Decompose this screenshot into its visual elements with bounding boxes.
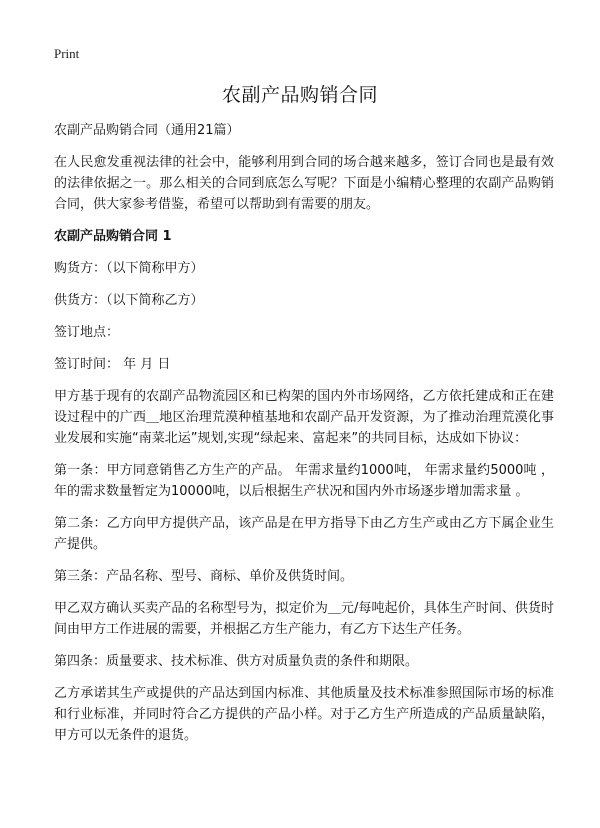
sign-time-line: 签订时间： 年 月 日 [54,357,171,372]
intro-paragraph: 在人民愈发重视法律的社会中，能够利用到合同的场合越来越多，签订合同也是最有效的法律依据之一。那么相关的合同到底怎么写呢？下面是小编精心整理的农副产品购销合同，供大家参考借鉴，希望可以帮助到有需要的朋友。 [54,155,554,212]
article-1: 第一条：甲方同意销售乙方生产的产品。 年需求量约1000吨， 年需求量约5000吨 ， 年的需求数量暂定为10000吨，以后根据生产状况和国内外市场逐步增加需求量 。 [54,463,554,499]
section-heading: 农副产品购销合同 1 [54,229,172,244]
print-link[interactable]: Print [54,46,80,61]
page-title: 农副产品购销合同 [221,84,378,106]
document-body [54,120,554,757]
preamble-paragraph: 甲方基于现有的农副产品物流园区和已构架的国内外市场网络，乙方依托建成和正在建设过程中的广西＿地区治理荒漠种植基地和农副产品开发资源，为了推动治理荒漠化事业发展和实施“南菜北运”规划,实现“绿起来、富起来”的共同目标，达成如下协议： [54,389,554,446]
article-4: 第四条：质量要求、技术标准、供方对质量负责的条件和期限。 [54,654,419,669]
sign-place-line: 签订地点： [54,325,120,340]
article-3: 第三条：产品名称、型号、商标、单价及供货时间。 [54,569,354,584]
document-subtitle: 农副产品购销合同（通用21篇） [54,123,240,138]
article-2: 第二条：乙方向甲方提供产品，该产品是在甲方指导下由乙方生产或由乙方下属企业生产提供。 [54,516,554,552]
article-3-detail: 甲乙双方确认买卖产品的名称型号为，拟定价为＿元/每吨起价，具体生产时间、供货时间由甲方工作进展的需要，并根据乙方生产能力，有乙方下达生产任务。 [54,601,554,637]
supplier-line: 供货方：（以下简称乙方） [54,293,204,308]
buyer-line: 购货方：（以下简称甲方） [54,261,204,276]
article-4-detail: 乙方承诺其生产或提供的产品达到国内标准、其他质量及技术标准参照国际市场的标准和行业标准，并同时符合乙方提供的产品小样。对于乙方生产所造成的产品质量缺陷，甲方可以无条件的退货。 [54,686,554,743]
